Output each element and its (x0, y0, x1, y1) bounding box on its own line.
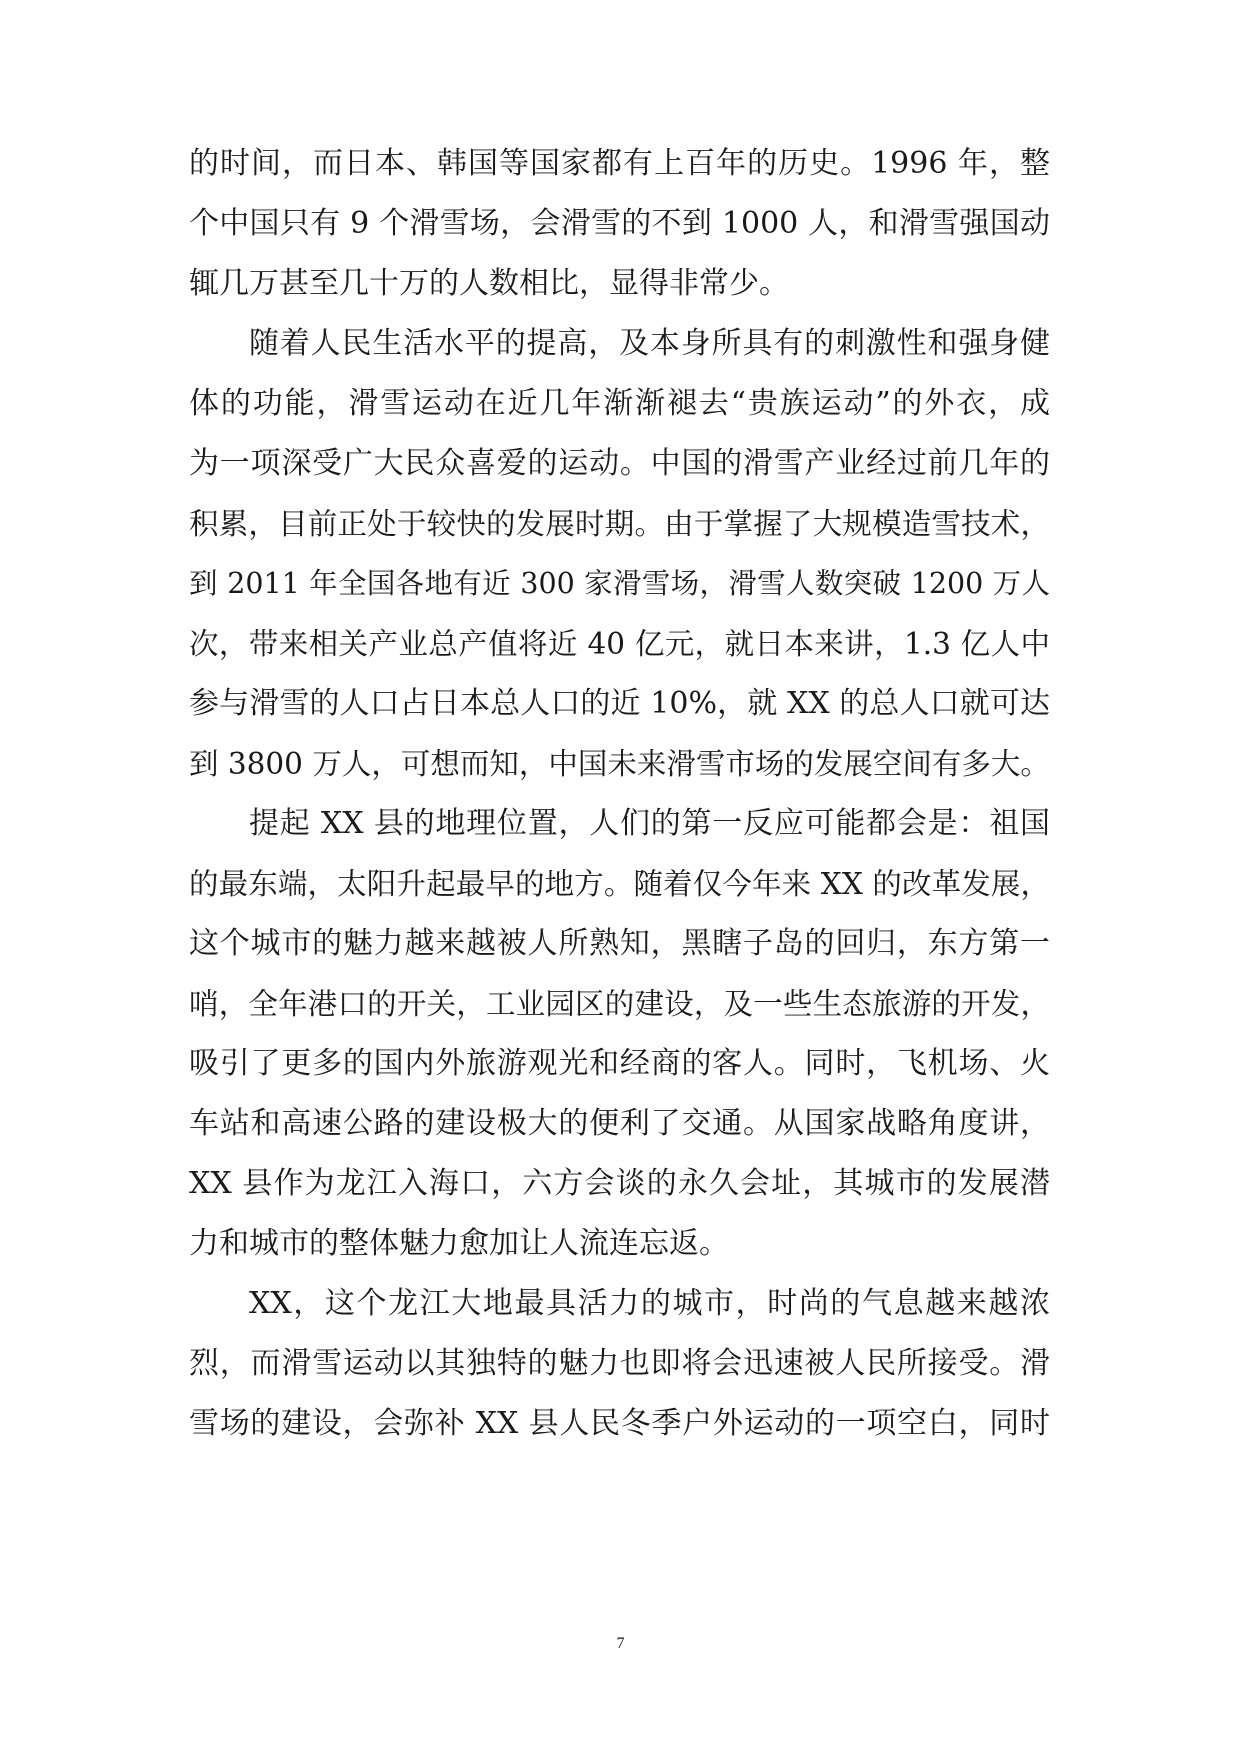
text-line: 吸引了更多的国内外旅游观光和经商的客人。同时，飞机场、火 (189, 1046, 1050, 1081)
text-line: 次，带来相关产业总产值将近 40 亿元，就日本来讲，1.3 亿人中 (189, 627, 1050, 661)
text-line: 体的功能，滑雪运动在近几年渐渐褪去“贵族运动”的外衣，成 (189, 386, 1050, 421)
text-line: 车站和高速公路的建设极大的便利了交通。从国家战略角度讲， (189, 1106, 1050, 1141)
text-line: XX，这个龙江大地最具活力的城市，时尚的气息越来越浓 (249, 1286, 1050, 1321)
text-line: 到 2011 年全国各地有近 300 家滑雪场，滑雪人数突破 1200 万人 (189, 567, 1050, 600)
text-line: XX 县作为龙江入海口，六方会谈的永久会址，其城市的发展潜 (189, 1166, 1050, 1201)
text-line: 的时间，而日本、韩国等国家都有上百年的历史。1996 年，整 (189, 146, 1050, 181)
text-line: 为一项深受广大民众喜爱的运动。中国的滑雪产业经过前几年的 (189, 446, 1050, 481)
text-line: 个中国只有 9 个滑雪场，会滑雪的不到 1000 人，和滑雪强国动 (189, 206, 1050, 241)
text-line: 到 3800 万人，可想而知，中国未来滑雪市场的发展空间有多大。 (189, 747, 1050, 781)
text-line: 随着人民生活水平的提高，及本身所具有的刺激性和强身健 (249, 326, 1050, 361)
text-line: 雪场的建设，会弥补 XX 县人民冬季户外运动的一项空白，同时 (189, 1406, 1050, 1441)
text-line: 的最东端，太阳升起最早的地方。随着仅今年来 XX 的改革发展， (189, 867, 1050, 901)
text-line: 力和城市的整体魅力愈加让人流连忘返。 (189, 1226, 729, 1261)
text-line: 哨，全年港口的开关，工业园区的建设，及一些生态旅游的开发， (189, 987, 1050, 1021)
text-line: 参与滑雪的人口占日本总人口的近 10%，就 XX 的总人口就可达 (189, 686, 1050, 721)
text-line: 烈，而滑雪运动以其独特的魅力也即将会迅速被人民所接受。滑 (189, 1346, 1050, 1381)
text-line: 提起 XX 县的地理位置，人们的第一反应可能都会是：祖国 (249, 806, 1050, 841)
page-number: 7 (616, 1635, 625, 1652)
text-line: 这个城市的魅力越来越被人所熟知，黑瞎子岛的回归，东方第一 (189, 926, 1050, 961)
text-line: 辄几万甚至几十万的人数相比，显得非常少。 (189, 266, 789, 301)
text-line: 积累，目前正处于较快的发展时期。由于掌握了大规模造雪技术， (189, 507, 1050, 541)
